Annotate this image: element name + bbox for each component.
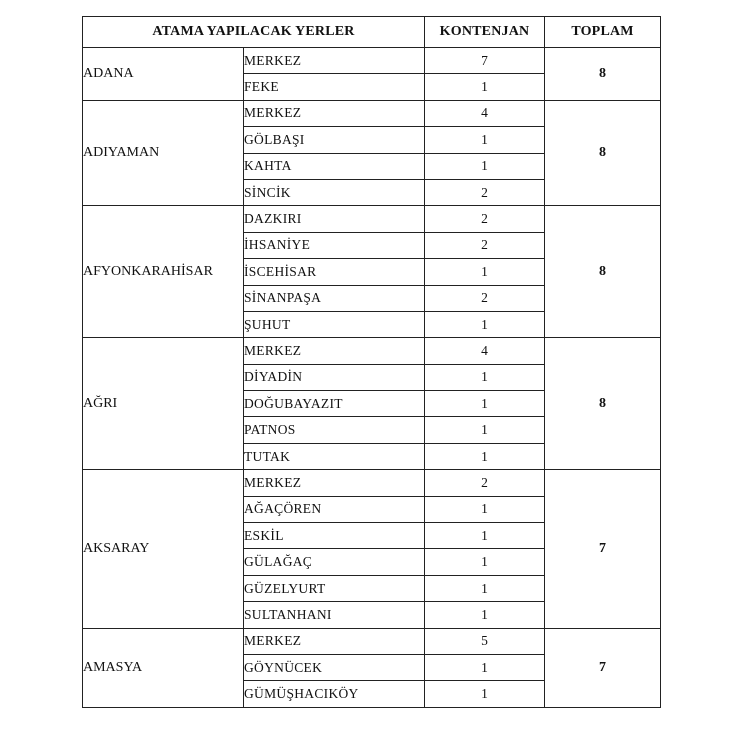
- district-name: İHSANİYE: [244, 232, 425, 258]
- table-row: [83, 628, 661, 654]
- header-row: [83, 17, 661, 48]
- district-quota: 1: [425, 391, 545, 417]
- district-quota: 1: [425, 153, 545, 179]
- district-quota: 4: [425, 338, 545, 364]
- district-name: TUTAK: [244, 443, 425, 469]
- district-quota: 2: [425, 470, 545, 496]
- table-header: [83, 17, 661, 48]
- table-row: [83, 100, 661, 126]
- district-quota: 1: [425, 681, 545, 707]
- district-name: GÜMÜŞHACIKÖY: [244, 681, 425, 707]
- district-name: GÖLBAŞI: [244, 127, 425, 153]
- header-quota: KONTENJAN: [425, 17, 545, 48]
- province-name: AFYONKARAHİSAR: [83, 206, 244, 338]
- district-quota: 1: [425, 74, 545, 100]
- province-total: 8: [545, 48, 661, 101]
- district-quota: 2: [425, 179, 545, 205]
- allocation-table: [82, 16, 661, 708]
- table-row: [83, 338, 661, 364]
- district-name: GÖYNÜCEK: [244, 654, 425, 680]
- district-name: MERKEZ: [244, 48, 425, 74]
- table-row: [83, 470, 661, 496]
- province-name: AĞRI: [83, 338, 244, 470]
- district-quota: 1: [425, 654, 545, 680]
- header-total: TOPLAM: [545, 17, 661, 48]
- district-quota: 2: [425, 232, 545, 258]
- district-name: İSCEHİSAR: [244, 259, 425, 285]
- table-row: [83, 206, 661, 232]
- district-quota: 2: [425, 285, 545, 311]
- province-total: 8: [545, 338, 661, 470]
- district-quota: 2: [425, 206, 545, 232]
- district-name: GÜZELYURT: [244, 575, 425, 601]
- province-name: AKSARAY: [83, 470, 244, 628]
- district-quota: 1: [425, 602, 545, 628]
- district-name: SULTANHANI: [244, 602, 425, 628]
- district-quota: 4: [425, 100, 545, 126]
- district-quota: 1: [425, 496, 545, 522]
- table-row: [83, 48, 661, 74]
- district-name: DOĞUBAYAZIT: [244, 391, 425, 417]
- district-quota: 5: [425, 628, 545, 654]
- district-quota: 1: [425, 575, 545, 601]
- province-total: 8: [545, 206, 661, 338]
- province-total: 7: [545, 470, 661, 628]
- district-name: MERKEZ: [244, 338, 425, 364]
- district-name: MERKEZ: [244, 470, 425, 496]
- district-quota: 1: [425, 523, 545, 549]
- district-name: MERKEZ: [244, 100, 425, 126]
- district-name: GÜLAĞAÇ: [244, 549, 425, 575]
- district-quota: 1: [425, 259, 545, 285]
- district-name: MERKEZ: [244, 628, 425, 654]
- district-name: KAHTA: [244, 153, 425, 179]
- district-quota: 1: [425, 443, 545, 469]
- district-quota: 1: [425, 549, 545, 575]
- district-name: ŞUHUT: [244, 311, 425, 337]
- header-places: ATAMA YAPILACAK YERLER: [83, 17, 425, 48]
- district-quota: 1: [425, 127, 545, 153]
- province-name: AMASYA: [83, 628, 244, 707]
- district-quota: 1: [425, 364, 545, 390]
- district-quota: 7: [425, 48, 545, 74]
- district-quota: 1: [425, 311, 545, 337]
- district-name: FEKE: [244, 74, 425, 100]
- district-name: DİYADİN: [244, 364, 425, 390]
- district-name: DAZKIRI: [244, 206, 425, 232]
- district-name: ESKİL: [244, 523, 425, 549]
- district-name: SİNCİK: [244, 179, 425, 205]
- district-name: PATNOS: [244, 417, 425, 443]
- province-name: ADANA: [83, 48, 244, 101]
- province-total: 7: [545, 628, 661, 707]
- table-body: [83, 48, 661, 708]
- district-quota: 1: [425, 417, 545, 443]
- district-name: AĞAÇÖREN: [244, 496, 425, 522]
- district-name: SİNANPAŞA: [244, 285, 425, 311]
- province-total: 8: [545, 100, 661, 206]
- province-name: ADIYAMAN: [83, 100, 244, 206]
